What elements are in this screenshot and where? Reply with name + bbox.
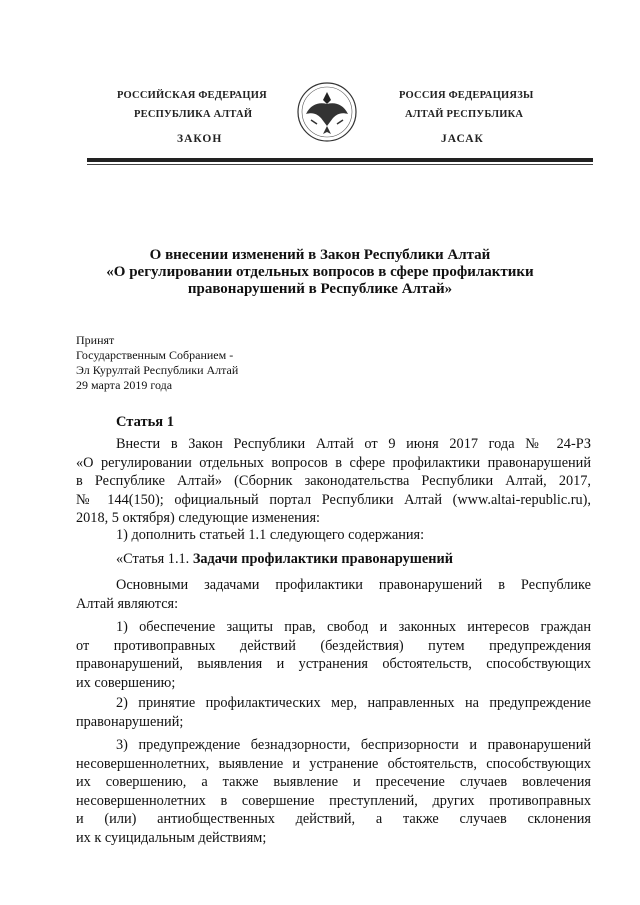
article-title: Статья 1: [116, 414, 174, 430]
article-heading-paragraph: [76, 550, 591, 569]
header-divider-thin: [87, 164, 593, 165]
adoption-line: Эл Курултай Республики Алтай: [76, 363, 239, 377]
text-line: несовершеннолетних в совершение преступлений, других противоправных: [76, 792, 591, 809]
header-right-republic: АЛТАЙ РЕСПУБЛИКА: [405, 109, 524, 120]
article-heading: Задачи профилактики правонарушений: [192, 551, 453, 567]
article-paragraph: [76, 694, 591, 731]
text-line: Основными задачами профилактики правонарушений в Республике: [116, 577, 591, 593]
text-line: Алтай являются:: [76, 595, 179, 612]
text-line: 2018, 5 октября) следующие изменения:: [76, 510, 320, 526]
article-paragraph: [76, 526, 591, 545]
adoption-line: Государственным Собранием -: [76, 348, 234, 362]
text-line: их совершению;: [76, 674, 176, 691]
title-line: О внесении изменений в Закон Республики Алтай: [149, 247, 491, 263]
document-title: [100, 247, 540, 298]
header-left-republic: РЕСПУБЛИКА АЛТАЙ: [134, 109, 253, 120]
adoption-line: Принят: [76, 333, 115, 347]
text-line: 1) дополнить статьей 1.1 следующего содержания:: [116, 527, 425, 543]
title-line: «О регулировании отдельных вопросов в сфере профилактики: [106, 264, 534, 280]
text-line: в Республике Алтай» (Сборник законодательства Республики Алтай, 2017,: [76, 473, 591, 489]
adoption-block: [76, 333, 238, 393]
header-left-law: ЗАКОН: [177, 133, 223, 145]
article-number: «Статья 1.1.: [116, 551, 193, 567]
text-line: правонарушений;: [76, 713, 184, 730]
article-paragraph: [76, 736, 591, 847]
header-right-law: JАСАК: [441, 133, 484, 145]
article-paragraph: [76, 435, 591, 528]
text-line: правонарушений, выявления и устранения обстоятельств, способствующих: [76, 656, 591, 672]
header-divider-thick: [87, 158, 593, 162]
text-line: 2) принятие профилактических мер, направленных на предупреждение: [116, 695, 591, 711]
text-line: [76, 550, 591, 569]
text-line: и (или) антиобщественных действий, а также случаев склонения: [76, 811, 591, 827]
text-line: их к суицидальным действиям;: [76, 829, 267, 846]
text-line: их совершению, а также выявление и пресечение случаев вовлечения: [76, 774, 591, 790]
text-line: несовершеннолетних, выявление и устранение обстоятельств, способствующих: [76, 755, 591, 772]
coat-of-arms-icon: [297, 80, 357, 144]
article-paragraph: [76, 576, 591, 613]
text-line: 3) предупреждение безнадзорности, беспризорности и правонарушений: [116, 737, 591, 753]
text-line: Внести в Закон Республики Алтай от 9 июня 2017 года № 24-РЗ: [116, 436, 591, 452]
text-line: «О регулировании отдельных вопросов в сфере профилактики правонарушений: [76, 454, 591, 471]
article-paragraph: [76, 618, 591, 692]
text-line: от противоправных действий (бездействия) путем предупреждения: [76, 637, 591, 654]
text-line: № 144(150); официальный портал Республики Алтай (www.altai-republic.ru),: [76, 491, 591, 508]
text-line: 1) обеспечение защиты прав, свобод и законных интересов граждан: [116, 619, 591, 635]
header-left-country: РОССИЙСКАЯ ФЕДЕРАЦИЯ: [117, 90, 267, 101]
header-right-country: РОССИЯ ФЕДЕРАЦИЯЗЫ: [399, 90, 534, 101]
adoption-date: 29 марта 2019 года: [76, 378, 173, 392]
title-line: правонарушений в Республике Алтай»: [187, 281, 453, 297]
